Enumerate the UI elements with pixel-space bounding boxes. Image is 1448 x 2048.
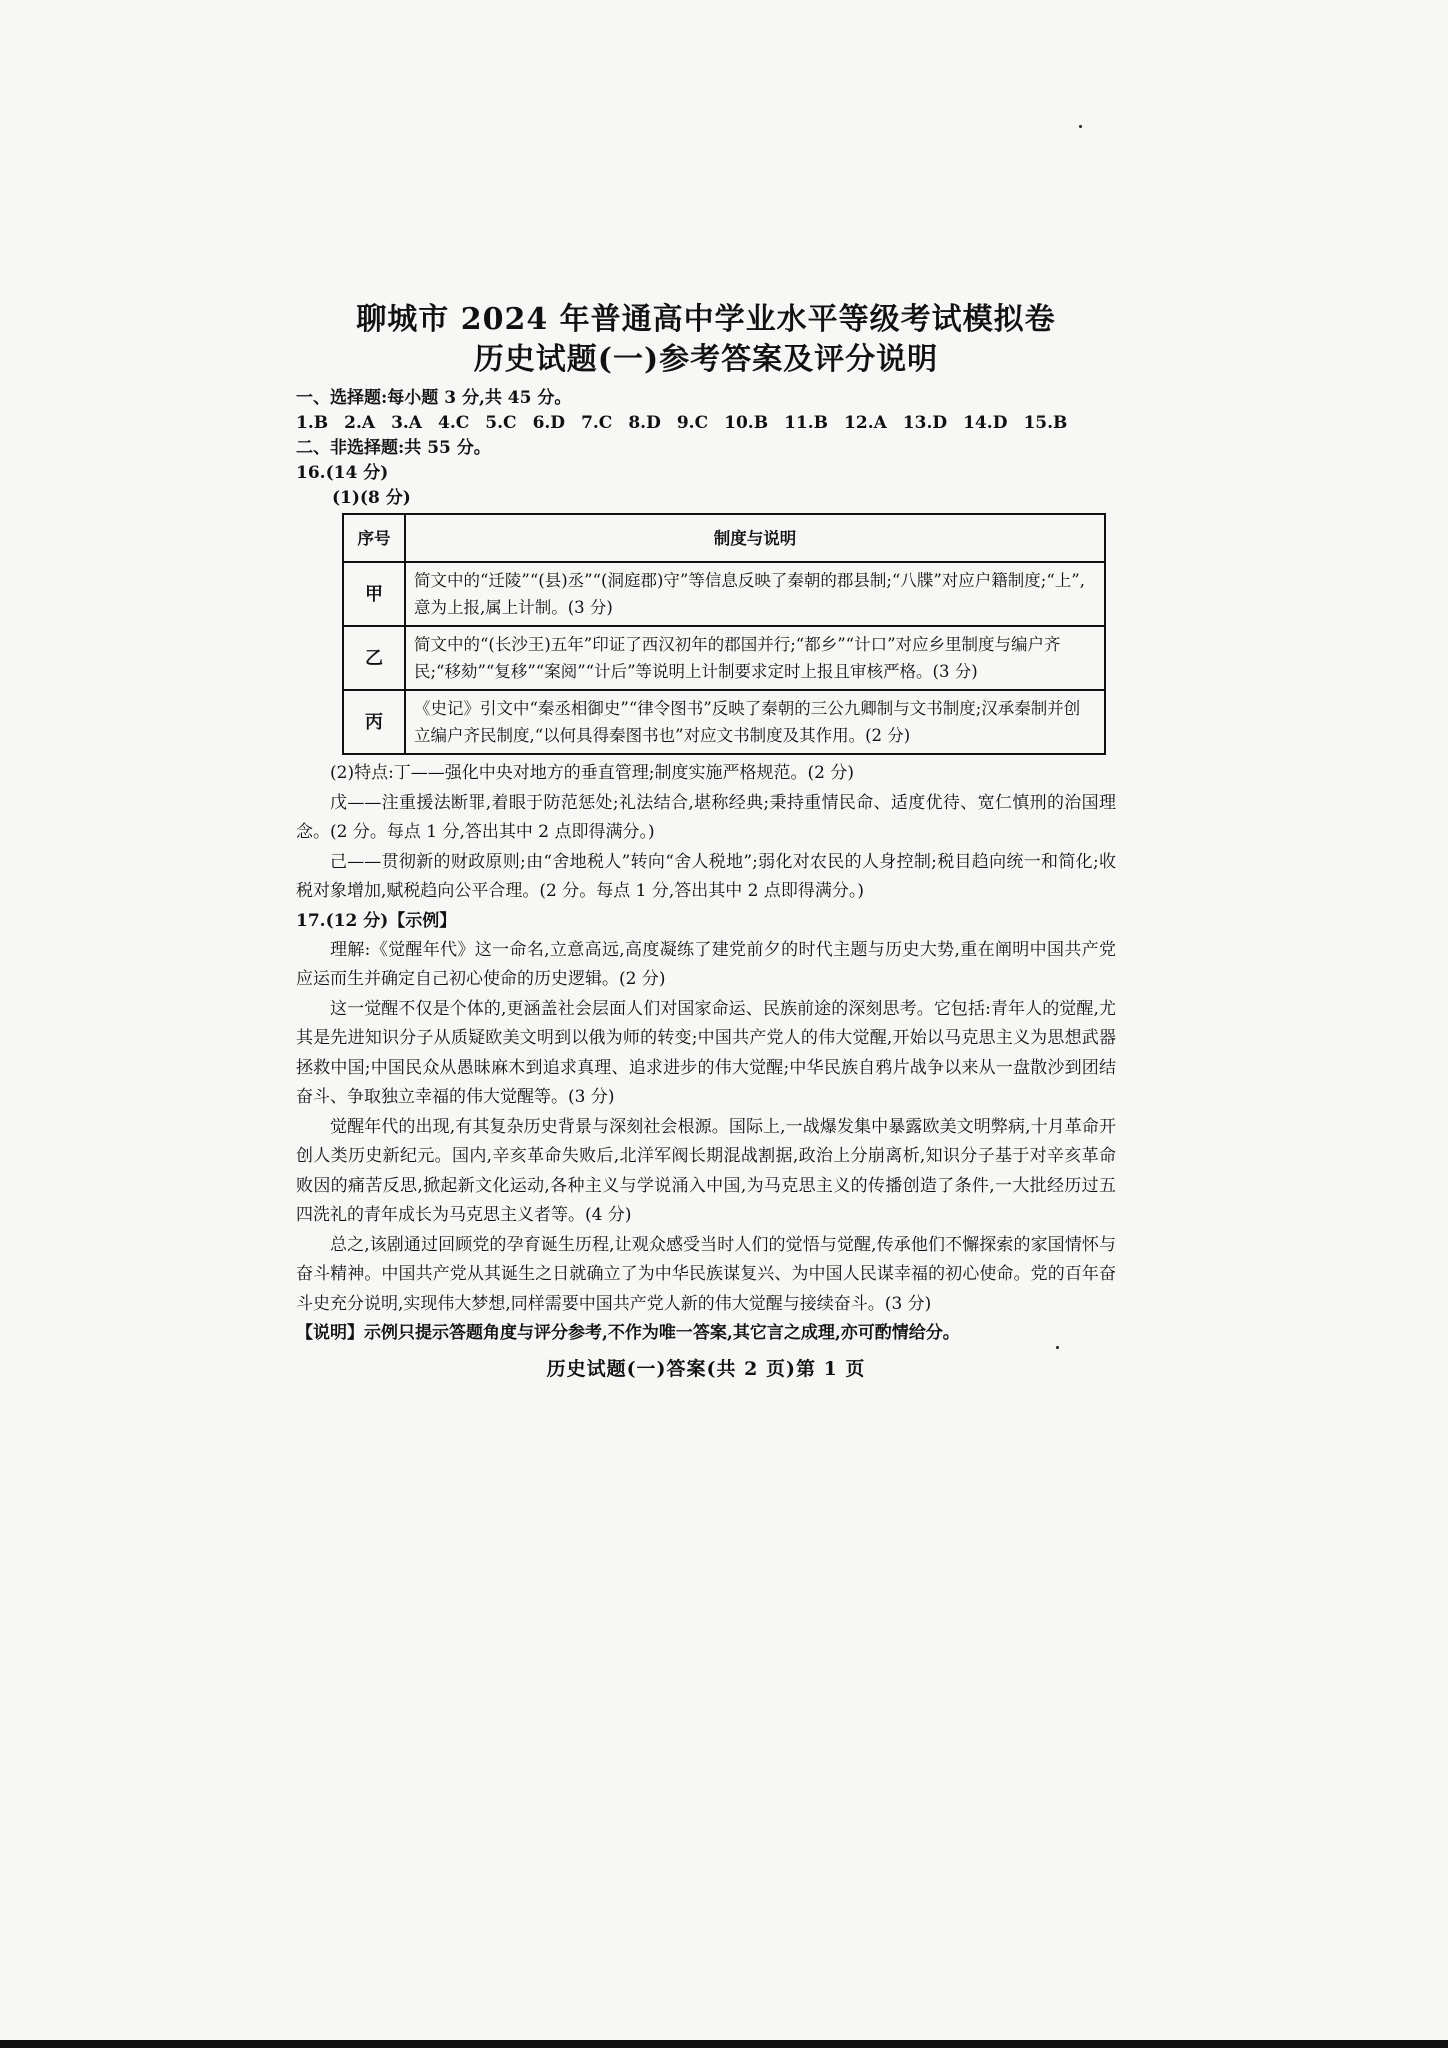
table-cell-no: 乙 bbox=[343, 626, 405, 690]
table-cell-desc: 简文中的“(长沙王)五年”印证了西汉初年的郡国并行;“都乡”“计口”对应乡里制度与编户齐民;“移劾”“复移”“案阅”“计后”等说明上计制要求定时上报且审核严格。(3 分) bbox=[405, 626, 1105, 690]
question-16-part1-heading: (1)(8 分) bbox=[332, 488, 411, 508]
choice-answer-list bbox=[296, 411, 1116, 436]
choice-answer: 6.D bbox=[532, 413, 566, 433]
choice-answer: 1.B bbox=[296, 413, 329, 433]
scan-edge-bar bbox=[0, 2040, 1448, 2048]
q16-part2-ji: 己——贯彻新的财政原则;由“舍地税人”转向“舍人税地”;弱化对农民的人身控制;税目趋向统一和简化;收税对象增加,赋税趋向公平合理。(2 分。每点 1 分,答出其中 2 点即得满分。) bbox=[296, 851, 1116, 901]
choice-answer: 15.B bbox=[1023, 413, 1068, 433]
table-row bbox=[343, 562, 1105, 626]
choice-answer: 9.C bbox=[676, 413, 709, 433]
section-heading-choice: 一、选择题:每小题 3 分,共 45 分。 bbox=[296, 388, 572, 408]
choice-answer: 13.D bbox=[902, 413, 948, 433]
choice-answer: 7.C bbox=[581, 413, 613, 433]
table-header-desc: 制度与说明 bbox=[405, 514, 1105, 562]
q16-part2-ding: (2)特点:丁——强化中央对地方的垂直管理;制度实施严格规范。(2 分) bbox=[330, 763, 855, 783]
table-cell-no: 甲 bbox=[343, 562, 405, 626]
table-row bbox=[343, 626, 1105, 690]
q17-paragraph: 这一觉醒不仅是个体的,更涵盖社会层面人们对国家命运、民族前途的深刻思考。它包括:青年人的觉醒,尤其是先进知识分子从质疑欧美文明到以俄为师的转变;中国共产党人的伟大觉醒,开始以马克思主义为思想武器拯救中国;中国民众从愚昧麻木到追求真理、追求进步的伟大觉醒;中华民族自鸦片战争以来从一盘散沙到团结奋斗、争取独立幸福的伟大觉醒等。(3 分) bbox=[296, 998, 1116, 1107]
choice-answer: 8.D bbox=[628, 413, 661, 433]
choice-answer: 14.D bbox=[963, 413, 1008, 433]
table-cell-desc: 《史记》引文中“秦丞相御史”“律令图书”反映了秦朝的三公九卿制与文书制度;汉承秦制并创立编户齐民制度,“以何具得秦图书也”对应文书制度及其作用。(2 分) bbox=[405, 690, 1105, 754]
question-16-heading: 16.(14 分) bbox=[296, 463, 389, 483]
q16-part2-wu: 戊——注重援法断罪,着眼于防范惩处;礼法结合,堪称经典;秉持重情民命、适度优待、宽仁慎刑的治国理念。(2 分。每点 1 分,答出其中 2 点即得满分。) bbox=[296, 792, 1116, 842]
dust-speck bbox=[1079, 125, 1082, 128]
table-cell-desc: 简文中的“迁陵”“(县)丞”“(洞庭郡)守”等信息反映了秦朝的郡县制;“八牒”对应户籍制度;“上”,意为上报,属上计制。(3 分) bbox=[405, 562, 1105, 626]
page-title: 聊城市 2024 年普通高中学业水平等级考试模拟卷 bbox=[356, 302, 1056, 337]
page-footer: 历史试题(一)答案(共 2 页)第 1 页 bbox=[546, 1358, 866, 1380]
q17-paragraph: 理解:《觉醒年代》这一命名,立意高远,高度凝练了建党前夕的时代主题与历史大势,重在阐明中国共产党应运而生并确定自己初心使命的历史逻辑。(2 分) bbox=[296, 939, 1116, 989]
choice-answer: 4.C bbox=[438, 413, 470, 433]
page-subtitle: 历史试题(一)参考答案及评分说明 bbox=[473, 342, 939, 377]
choice-answer: 10.B bbox=[724, 413, 769, 433]
scoring-note: 【说明】示例只提示答题角度与评分参考,不作为唯一答案,其它言之成理,亦可酌情给分。 bbox=[296, 1323, 960, 1343]
choice-answer: 11.B bbox=[784, 413, 829, 433]
table-cell-no: 丙 bbox=[343, 690, 405, 754]
q17-paragraph: 总之,该剧通过回顾党的孕育诞生历程,让观众感受当时人们的觉悟与觉醒,传承他们不懈探索的家国情怀与奋斗精神。中国共产党从其诞生之日就确立了为中华民族谋复兴、为中国人民谋幸福的初心使命。党的百年奋斗史充分说明,实现伟大梦想,同样需要中国共产党人新的伟大觉醒与接续奋斗。(3 分) bbox=[296, 1234, 1116, 1314]
table-row bbox=[343, 690, 1105, 754]
choice-answer: 3.A bbox=[391, 413, 422, 433]
system-table bbox=[342, 513, 1106, 755]
question-17-heading: 17.(12 分)【示例】 bbox=[296, 910, 457, 931]
choice-answer: 5.C bbox=[485, 413, 517, 433]
section-heading-nonchoice: 二、非选择题:共 55 分。 bbox=[296, 438, 491, 458]
q17-paragraph: 觉醒年代的出现,有其复杂历史背景与深刻社会根源。国际上,一战爆发集中暴露欧美文明弊病,十月革命开创人类历史新纪元。国内,辛亥革命失败后,北洋军阀长期混战割据,政治上分崩离析,知识分子基于对辛亥革命败因的痛苦反思,掀起新文化运动,各种主义与学说涌入中国,为马克思主义的传播创造了条件,一大批经历过五四洗礼的青年成长为马克思主义者等。(4 分) bbox=[296, 1116, 1116, 1225]
table-header-no: 序号 bbox=[343, 514, 405, 562]
choice-answer: 2.A bbox=[344, 413, 376, 433]
answer-sheet bbox=[296, 300, 1116, 1381]
choice-answer: 12.A bbox=[844, 413, 887, 433]
